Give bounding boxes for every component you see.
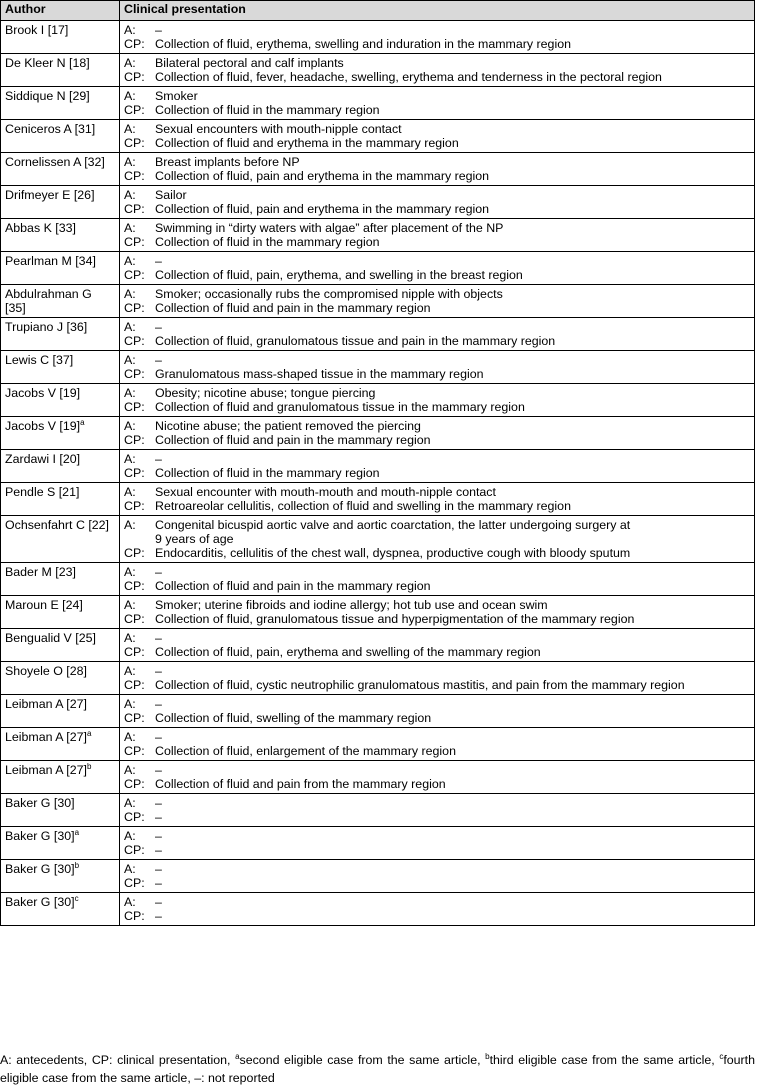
line-prefix: CP:	[124, 843, 145, 857]
line-prefix: A:	[124, 565, 136, 579]
presentation-line	[124, 287, 750, 301]
footnote-text: second eligible case from the same article,	[239, 1053, 486, 1067]
line-prefix: A:	[124, 155, 136, 169]
clinical-presentation-cell	[120, 120, 755, 153]
line-prefix: A:	[124, 287, 136, 301]
presentation-line	[124, 122, 750, 136]
line-prefix: CP:	[124, 334, 145, 348]
presentation-line	[124, 518, 750, 532]
line-text: Collection of fluid, granulomatous tissue and hyperpigmentation of the mammary region	[155, 612, 635, 626]
author-name: De Kleer N [18]	[5, 56, 90, 70]
line-text: Collection of fluid and pain in the mammary region	[155, 433, 431, 447]
line-text: Collection of fluid and pain in the mammary region	[155, 301, 431, 315]
line-prefix: A:	[124, 419, 136, 433]
line-prefix: CP:	[124, 136, 145, 150]
presentation-line	[124, 862, 750, 876]
line-prefix: CP:	[124, 909, 145, 923]
clinical-presentation-cell	[120, 662, 755, 695]
line-prefix: CP:	[124, 169, 145, 183]
table-footnote	[0, 1051, 755, 1087]
author-name: Baker G [30]	[5, 895, 75, 909]
clinical-presentation-cell	[120, 21, 755, 54]
author-name: Bengualid V [25]	[5, 631, 96, 645]
presentation-line	[124, 235, 750, 249]
line-text: Endocarditis, cellulitis of the chest wall, dyspnea, productive cough with bloody sputum	[155, 546, 631, 560]
line-text: –	[155, 829, 162, 843]
clinical-presentation-cell	[120, 54, 755, 87]
line-prefix: A:	[124, 254, 136, 268]
line-text: –	[155, 664, 162, 678]
line-text: –	[155, 796, 162, 810]
author-cell	[1, 860, 120, 893]
author-cell	[1, 596, 120, 629]
clinical-presentation-cell	[120, 450, 755, 483]
table-row	[1, 728, 755, 761]
table-row	[1, 761, 755, 794]
line-prefix: A:	[124, 386, 136, 400]
line-text: Obesity; nicotine abuse; tongue piercing	[155, 386, 376, 400]
author-cell	[1, 318, 120, 351]
line-text: –	[155, 631, 162, 645]
line-text: Sexual encounters with mouth-nipple contact	[155, 122, 402, 136]
line-prefix: A:	[124, 796, 136, 810]
line-text: Collection of fluid, cystic neutrophilic granulomatous mastitis, and pain from the mammary region	[155, 678, 685, 692]
line-text: Smoker; uterine fibroids and iodine allergy; hot tub use and ocean swim	[155, 598, 548, 612]
line-text: Smoker; occasionally rubs the compromised nipple with objects	[155, 287, 503, 301]
author-cell	[1, 186, 120, 219]
line-prefix: A:	[124, 631, 136, 645]
clinical-column-header: Clinical presentation	[120, 1, 755, 21]
table-row	[1, 695, 755, 728]
presentation-line	[124, 155, 750, 169]
presentation-line	[124, 777, 750, 791]
line-prefix: A:	[124, 56, 136, 70]
line-prefix: CP:	[124, 612, 145, 626]
line-prefix: A:	[124, 221, 136, 235]
presentation-line	[124, 452, 750, 466]
clinical-presentation-cell	[120, 417, 755, 450]
author-cell	[1, 21, 120, 54]
line-prefix: A:	[124, 485, 136, 499]
author-name: Brook I [17]	[5, 23, 69, 37]
presentation-line	[124, 23, 750, 37]
author-name: Zardawi I [20]	[5, 452, 81, 466]
clinical-presentation-cell	[120, 794, 755, 827]
presentation-line	[124, 697, 750, 711]
line-prefix	[124, 532, 155, 546]
author-cell	[1, 483, 120, 516]
presentation-line	[124, 810, 750, 824]
table-row	[1, 384, 755, 417]
line-prefix: CP:	[124, 400, 145, 414]
author-cell	[1, 629, 120, 662]
clinical-presentation-cell	[120, 186, 755, 219]
line-prefix: CP:	[124, 466, 145, 480]
presentation-line	[124, 485, 750, 499]
presentation-line	[124, 744, 750, 758]
table-row	[1, 516, 755, 563]
clinical-presentation-cell	[120, 629, 755, 662]
line-text: –	[155, 353, 162, 367]
line-prefix: A:	[124, 122, 136, 136]
author-cell	[1, 450, 120, 483]
line-text: –	[155, 843, 162, 857]
table-row	[1, 563, 755, 596]
author-cell	[1, 120, 120, 153]
author-name: Baker G [30]	[5, 862, 75, 876]
line-text: Bilateral pectoral and calf implants	[155, 56, 344, 70]
presentation-line	[124, 70, 750, 84]
line-text: –	[155, 895, 162, 909]
line-text: Collection of fluid, swelling of the mammary region	[155, 711, 432, 725]
line-prefix: A:	[124, 89, 136, 103]
line-text: Granulomatous mass-shaped tissue in the mammary region	[155, 367, 484, 381]
clinical-presentation-cell	[120, 351, 755, 384]
table-row	[1, 186, 755, 219]
presentation-line	[124, 546, 750, 560]
line-text: Nicotine abuse; the patient removed the piercing	[155, 419, 421, 433]
line-text: Collection of fluid and pain in the mammary region	[155, 579, 431, 593]
line-prefix: A:	[124, 598, 136, 612]
author-name: Shoyele O [28]	[5, 664, 87, 678]
author-name: Ochsenfahrt C [22]	[5, 518, 109, 532]
footnote-text: A: antecedents, CP: clinical presentation,	[0, 1053, 236, 1067]
line-prefix: CP:	[124, 711, 145, 725]
author-name: Baker G [30]	[5, 796, 75, 810]
line-text: –	[155, 23, 162, 37]
author-cell	[1, 87, 120, 120]
case-footnote-marker: b	[86, 762, 92, 771]
table-row	[1, 893, 755, 926]
line-text: –	[155, 810, 162, 824]
clinical-presentation-cell	[120, 252, 755, 285]
line-text: –	[155, 452, 162, 466]
table-row	[1, 450, 755, 483]
author-name: Leibman A [27]	[5, 730, 87, 744]
line-text: Retroareolar cellulitis, collection of fluid and swelling in the mammary region	[155, 499, 571, 513]
presentation-line	[124, 202, 750, 216]
author-column-header: Author	[1, 1, 120, 21]
author-name: Drifmeyer E [26]	[5, 188, 95, 202]
line-prefix: A:	[124, 664, 136, 678]
presentation-line	[124, 386, 750, 400]
author-cell	[1, 252, 120, 285]
line-prefix: A:	[124, 23, 136, 37]
author-cell	[1, 384, 120, 417]
table-row	[1, 54, 755, 87]
line-text: Collection of fluid, pain and erythema in the mammary region	[155, 169, 490, 183]
table-row	[1, 87, 755, 120]
line-prefix: A:	[124, 862, 136, 876]
line-prefix: A:	[124, 320, 136, 334]
line-text: Collection of fluid and erythema in the mammary region	[155, 136, 459, 150]
presentation-line	[124, 320, 750, 334]
author-cell	[1, 563, 120, 596]
table-body	[1, 21, 755, 926]
line-text: Swimming in “dirty waters with algae” after placement of the NP	[155, 221, 504, 235]
table-row	[1, 219, 755, 252]
line-prefix: A:	[124, 697, 136, 711]
line-prefix: CP:	[124, 301, 145, 315]
author-name: Trupiano J [36]	[5, 320, 88, 334]
author-cell	[1, 893, 120, 926]
line-text: Collection of fluid, pain, erythema, and swelling in the breast region	[155, 268, 523, 282]
line-text: –	[155, 697, 162, 711]
presentation-line	[124, 579, 750, 593]
presentation-line	[124, 678, 750, 692]
table-row	[1, 351, 755, 384]
presentation-line	[124, 169, 750, 183]
table-row	[1, 827, 755, 860]
clinical-presentation-cell	[120, 827, 755, 860]
author-cell	[1, 285, 120, 318]
table-row	[1, 252, 755, 285]
line-prefix: CP:	[124, 268, 145, 282]
clinical-presentation-cell	[120, 285, 755, 318]
line-prefix: CP:	[124, 645, 145, 659]
presentation-line	[124, 221, 750, 235]
presentation-line	[124, 631, 750, 645]
line-text: Collection of fluid in the mammary region	[155, 103, 380, 117]
presentation-line	[124, 664, 750, 678]
case-footnote-marker: b	[74, 861, 80, 870]
line-prefix: A:	[124, 518, 136, 532]
presentation-line	[124, 301, 750, 315]
clinical-presentation-cell	[120, 596, 755, 629]
author-name: Lewis C [37]	[5, 353, 74, 367]
presentation-line	[124, 136, 750, 150]
table-row	[1, 629, 755, 662]
presentation-line	[124, 645, 750, 659]
line-text: Collection of fluid in the mammary region	[155, 235, 380, 249]
line-text: –	[155, 763, 162, 777]
author-name: Leibman A [27]	[5, 763, 87, 777]
table-row	[1, 318, 755, 351]
line-prefix: A:	[124, 730, 136, 744]
line-prefix: CP:	[124, 579, 145, 593]
presentation-line	[124, 56, 750, 70]
author-cell	[1, 351, 120, 384]
presentation-line	[124, 711, 750, 725]
author-cell	[1, 794, 120, 827]
author-name: Ceniceros A [31]	[5, 122, 96, 136]
presentation-line	[124, 37, 750, 51]
clinical-presentation-cell	[120, 516, 755, 563]
author-name: Abdulrahman G [35]	[5, 287, 92, 315]
author-name: Leibman A [27]	[5, 697, 87, 711]
author-cell	[1, 219, 120, 252]
line-text: –	[155, 909, 162, 923]
line-text: –	[155, 730, 162, 744]
table-row	[1, 794, 755, 827]
line-prefix: CP:	[124, 876, 145, 890]
line-prefix: CP:	[124, 37, 145, 51]
clinical-presentation-cell	[120, 153, 755, 186]
line-prefix: A:	[124, 452, 136, 466]
line-prefix: CP:	[124, 810, 145, 824]
author-cell	[1, 54, 120, 87]
clinical-presentation-cell	[120, 384, 755, 417]
line-text: Collection of fluid, erythema, swelling and induration in the mammary region	[155, 37, 571, 51]
table-row	[1, 285, 755, 318]
footnote-marker: c	[719, 1052, 724, 1061]
table-row	[1, 596, 755, 629]
line-text: Collection of fluid, fever, headache, swelling, erythema and tenderness in the pectoral region	[155, 70, 662, 84]
table-row	[1, 483, 755, 516]
presentation-line	[124, 612, 750, 626]
line-text: –	[155, 320, 162, 334]
line-prefix: A:	[124, 353, 136, 367]
line-text: Collection of fluid, granulomatous tissue and pain in the mammary region	[155, 334, 556, 348]
line-text: Collection of fluid, enlargement of the mammary region	[155, 744, 456, 758]
presentation-line	[124, 419, 750, 433]
presentation-line	[124, 499, 750, 513]
line-text: Sexual encounter with mouth-mouth and mouth-nipple contact	[155, 485, 496, 499]
table-row	[1, 860, 755, 893]
clinical-presentation-cell	[120, 318, 755, 351]
author-name: Jacobs V [19]	[5, 419, 81, 433]
table-row	[1, 417, 755, 450]
footnote-marker: b	[485, 1052, 490, 1061]
clinical-presentation-cell	[120, 219, 755, 252]
case-footnote-marker: c	[74, 894, 79, 903]
line-text: –	[155, 876, 162, 890]
presentation-line	[124, 188, 750, 202]
presentation-line	[124, 876, 750, 890]
presentation-line	[124, 400, 750, 414]
author-name: Pearlman M [34]	[5, 254, 96, 268]
author-name: Jacobs V [19]	[5, 386, 81, 400]
case-footnote-marker: a	[86, 729, 92, 738]
clinical-presentation-cell	[120, 893, 755, 926]
author-cell	[1, 516, 120, 563]
line-text: –	[155, 254, 162, 268]
line-text: –	[155, 862, 162, 876]
author-cell	[1, 761, 120, 794]
table-row	[1, 662, 755, 695]
clinical-presentation-cell	[120, 761, 755, 794]
line-text: Collection of fluid, pain and erythema in the mammary region	[155, 202, 490, 216]
author-cell	[1, 695, 120, 728]
footnote-marker: a	[235, 1052, 240, 1061]
line-prefix: CP:	[124, 546, 145, 560]
presentation-line	[124, 895, 750, 909]
presentation-line	[124, 89, 750, 103]
presentation-line	[124, 353, 750, 367]
line-prefix: CP:	[124, 70, 145, 84]
presentation-line	[124, 254, 750, 268]
line-prefix: CP:	[124, 202, 145, 216]
author-name: Abbas K [33]	[5, 221, 76, 235]
author-name: Baker G [30]	[5, 829, 75, 843]
author-cell	[1, 728, 120, 761]
presentation-line	[124, 466, 750, 480]
line-prefix: CP:	[124, 777, 145, 791]
author-name: Maroun E [24]	[5, 598, 83, 612]
table-row	[1, 153, 755, 186]
clinical-presentation-cell	[120, 695, 755, 728]
clinical-presentation-cell	[120, 728, 755, 761]
line-text: Collection of fluid and pain from the mammary region	[155, 777, 446, 791]
clinical-presentation-cell	[120, 563, 755, 596]
clinical-presentation-cell	[120, 483, 755, 516]
presentation-line	[124, 532, 750, 546]
clinical-presentation-cell	[120, 87, 755, 120]
line-prefix: A:	[124, 763, 136, 777]
line-prefix: CP:	[124, 235, 145, 249]
line-text: Breast implants before NP	[155, 155, 300, 169]
presentation-line	[124, 763, 750, 777]
line-prefix: CP:	[124, 367, 145, 381]
presentation-line	[124, 268, 750, 282]
line-prefix: A:	[124, 895, 136, 909]
presentation-line	[124, 909, 750, 923]
line-text: Sailor	[155, 188, 187, 202]
table-row	[1, 21, 755, 54]
author-name: Bader M [23]	[5, 565, 76, 579]
presentation-line	[124, 598, 750, 612]
footnote-text: third eligible case from the same article,	[489, 1053, 720, 1067]
line-text: Congenital bicuspid aortic valve and aortic coarctation, the latter undergoing surgery at	[155, 518, 631, 532]
line-prefix: CP:	[124, 744, 145, 758]
line-prefix: A:	[124, 188, 136, 202]
line-text: Collection of fluid, pain, erythema and swelling of the mammary region	[155, 645, 541, 659]
presentation-line	[124, 829, 750, 843]
line-text: Collection of fluid in the mammary region	[155, 466, 380, 480]
line-text: Collection of fluid and granulomatous tissue in the mammary region	[155, 400, 525, 414]
presentation-line	[124, 103, 750, 117]
line-text: 9 years of age	[155, 532, 234, 546]
line-prefix: CP:	[124, 433, 145, 447]
presentation-line	[124, 334, 750, 348]
author-cell	[1, 153, 120, 186]
presentation-line	[124, 565, 750, 579]
presentation-line	[124, 843, 750, 857]
line-prefix: A:	[124, 829, 136, 843]
author-name: Pendle S [21]	[5, 485, 80, 499]
line-text: Smoker	[155, 89, 198, 103]
clinical-presentation-cell	[120, 860, 755, 893]
line-prefix: CP:	[124, 499, 145, 513]
line-prefix: CP:	[124, 103, 145, 117]
footnote-text: fourth eligible case from the same article, –: not reported	[0, 1053, 755, 1085]
line-text: –	[155, 565, 162, 579]
presentation-line	[124, 796, 750, 810]
table-header-row	[1, 1, 755, 21]
presentation-line	[124, 367, 750, 381]
author-cell	[1, 827, 120, 860]
line-prefix: CP:	[124, 678, 145, 692]
author-name: Siddique N [29]	[5, 89, 90, 103]
case-footnote-marker: a	[80, 418, 85, 427]
case-footnote-marker: a	[74, 828, 80, 837]
presentation-line	[124, 730, 750, 744]
presentation-line	[124, 433, 750, 447]
author-cell	[1, 417, 120, 450]
author-name: Cornelissen A [32]	[5, 155, 105, 169]
table-row	[1, 120, 755, 153]
author-cell	[1, 662, 120, 695]
